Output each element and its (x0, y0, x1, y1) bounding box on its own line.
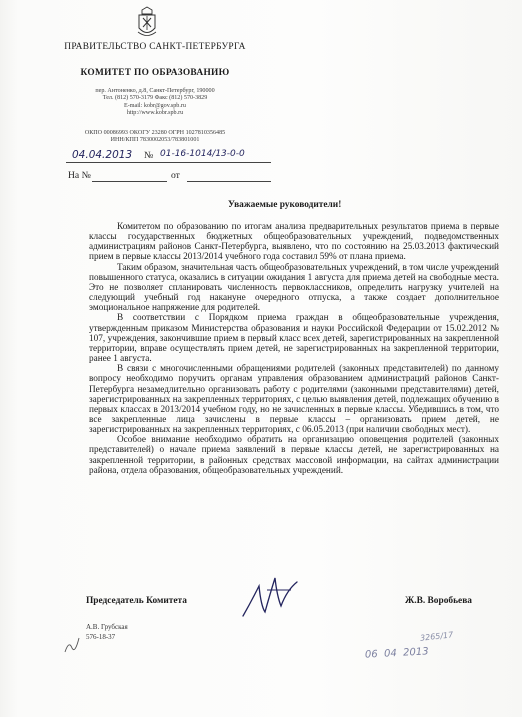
outgoing-number-handwritten: 01-16-1014/13-0-0 (160, 149, 245, 159)
incoming-registration-stamp (365, 630, 480, 690)
address-line: http://www.kobr.spb.ru (126, 109, 184, 116)
committee-address (40, 88, 270, 117)
address-line: пер. Антоненко, д.8, Санкт-Петербург, 190000 (95, 88, 215, 94)
committee-name: КОМИТЕТ ПО ОБРАЗОВАНИЮ (80, 68, 230, 78)
body-paragraph: Комитетом по образованию по итогам анализа предварительных результатов приема в первые классы государственных бюджетных общеобразовательных учреждений, подведомственных администрациям районов Санкт-Петербурга, выявлено, что по состоянию на 25.03.2013 фактический прием в первые классы 2013/2014 учебного года составил 59% от плана приема. (89, 222, 499, 263)
codes-line: ИНН/КПП 7830002053/783801001 (110, 137, 200, 144)
outgoing-underline (66, 162, 271, 163)
letter-body (89, 222, 499, 476)
incoming-number-handwritten: 3265/17 (419, 630, 454, 643)
reference-date-label: от (171, 170, 180, 181)
reference-number-line (92, 181, 167, 182)
greeting: Уважаемые руководители! (228, 200, 342, 210)
executor-phone: 576-18-37 (86, 633, 116, 641)
body-paragraph: Особое внимание необходимо обратить на организацию оповещения родителей (законных представителей) о начале приема заявлений в первые классы детей, не зарегистрированных на закрепленной территории, в районных средствах массовой информации, на сайтах администрации района, отдела образования, общеобразовательных учреждений. (89, 435, 499, 476)
signatory-name: Ж.В. Воробьева (405, 596, 472, 606)
incoming-date-handwritten: 06 04 2013 (364, 646, 429, 661)
body-paragraph: В соответствии с Порядком приема граждан в общеобразовательные учреждения, утвержденным приказом Министерства образования и науки Российской Федерации от 15.02.2012 № 107, учреждения, закончившие прием в первый класс всех детей, зарегистрированных на закрепленной территории, вправе осуществлять прием детей, не зарегистрированных на закрепленной территории, ранее 1 августа. (89, 313, 499, 365)
codes-line: ОКПО 00086993 ОКОГУ 23280 ОГРН 1027810356485 (84, 130, 226, 136)
address-line: Тел. (812) 570-3179 Факс (812) 570-3829 (102, 95, 208, 102)
government-name: ПРАВИТЕЛЬСТВО САНКТ-ПЕТЕРБУРГА (64, 42, 246, 52)
coat-of-arms-emblem (135, 6, 159, 40)
executor-info (86, 622, 128, 642)
address-line: E-mail: kobr@gov.spb.ru (124, 102, 186, 109)
body-paragraph: Таким образом, значительная часть общеобразовательных учреждений, в том числе учреждений повышенного статуса, оказались в ситуации ожидания 1 августа для приема детей на свободные места. Это не позволяет спланировать численность первоклассников, определить нагрузку учителей на следующий учебный год накануне очередного отпуска, а также создает дополнительное эмоциональное напряжение для родителей. (89, 262, 499, 314)
initials-mark (62, 634, 82, 656)
outgoing-date-handwritten: 04.04.2013 (72, 149, 133, 161)
handwritten-signature (237, 572, 307, 622)
registry-codes (40, 130, 270, 145)
number-sign: № (144, 150, 154, 161)
reference-date-line (187, 181, 271, 182)
body-paragraph: В связи с многочисленными обращениями родителей (законных представителей) по данному вопросу необходимо поручить органам управления образованием администраций районов Санкт-Петербурга незамедлительно организовать работу с родителями (законными представителями) детей, зарегистрированных на закрепленных территориях, с целью выявления детей, подлежащих обучению в первых классах в 2013/2014 учебном году, но не зачисленных в первые классы. Убедившись в том, что все закрепленные лица зачислены в первые классы – организовать прием детей, не зарегистрированных на закрепленных территориях, с 06.05.2013 (при наличии свободных мест). (89, 364, 499, 436)
signatory-title: Председатель Комитета (86, 596, 187, 606)
reference-number-label: На № (68, 170, 91, 181)
executor-name: А.В. Грубская (86, 623, 128, 631)
